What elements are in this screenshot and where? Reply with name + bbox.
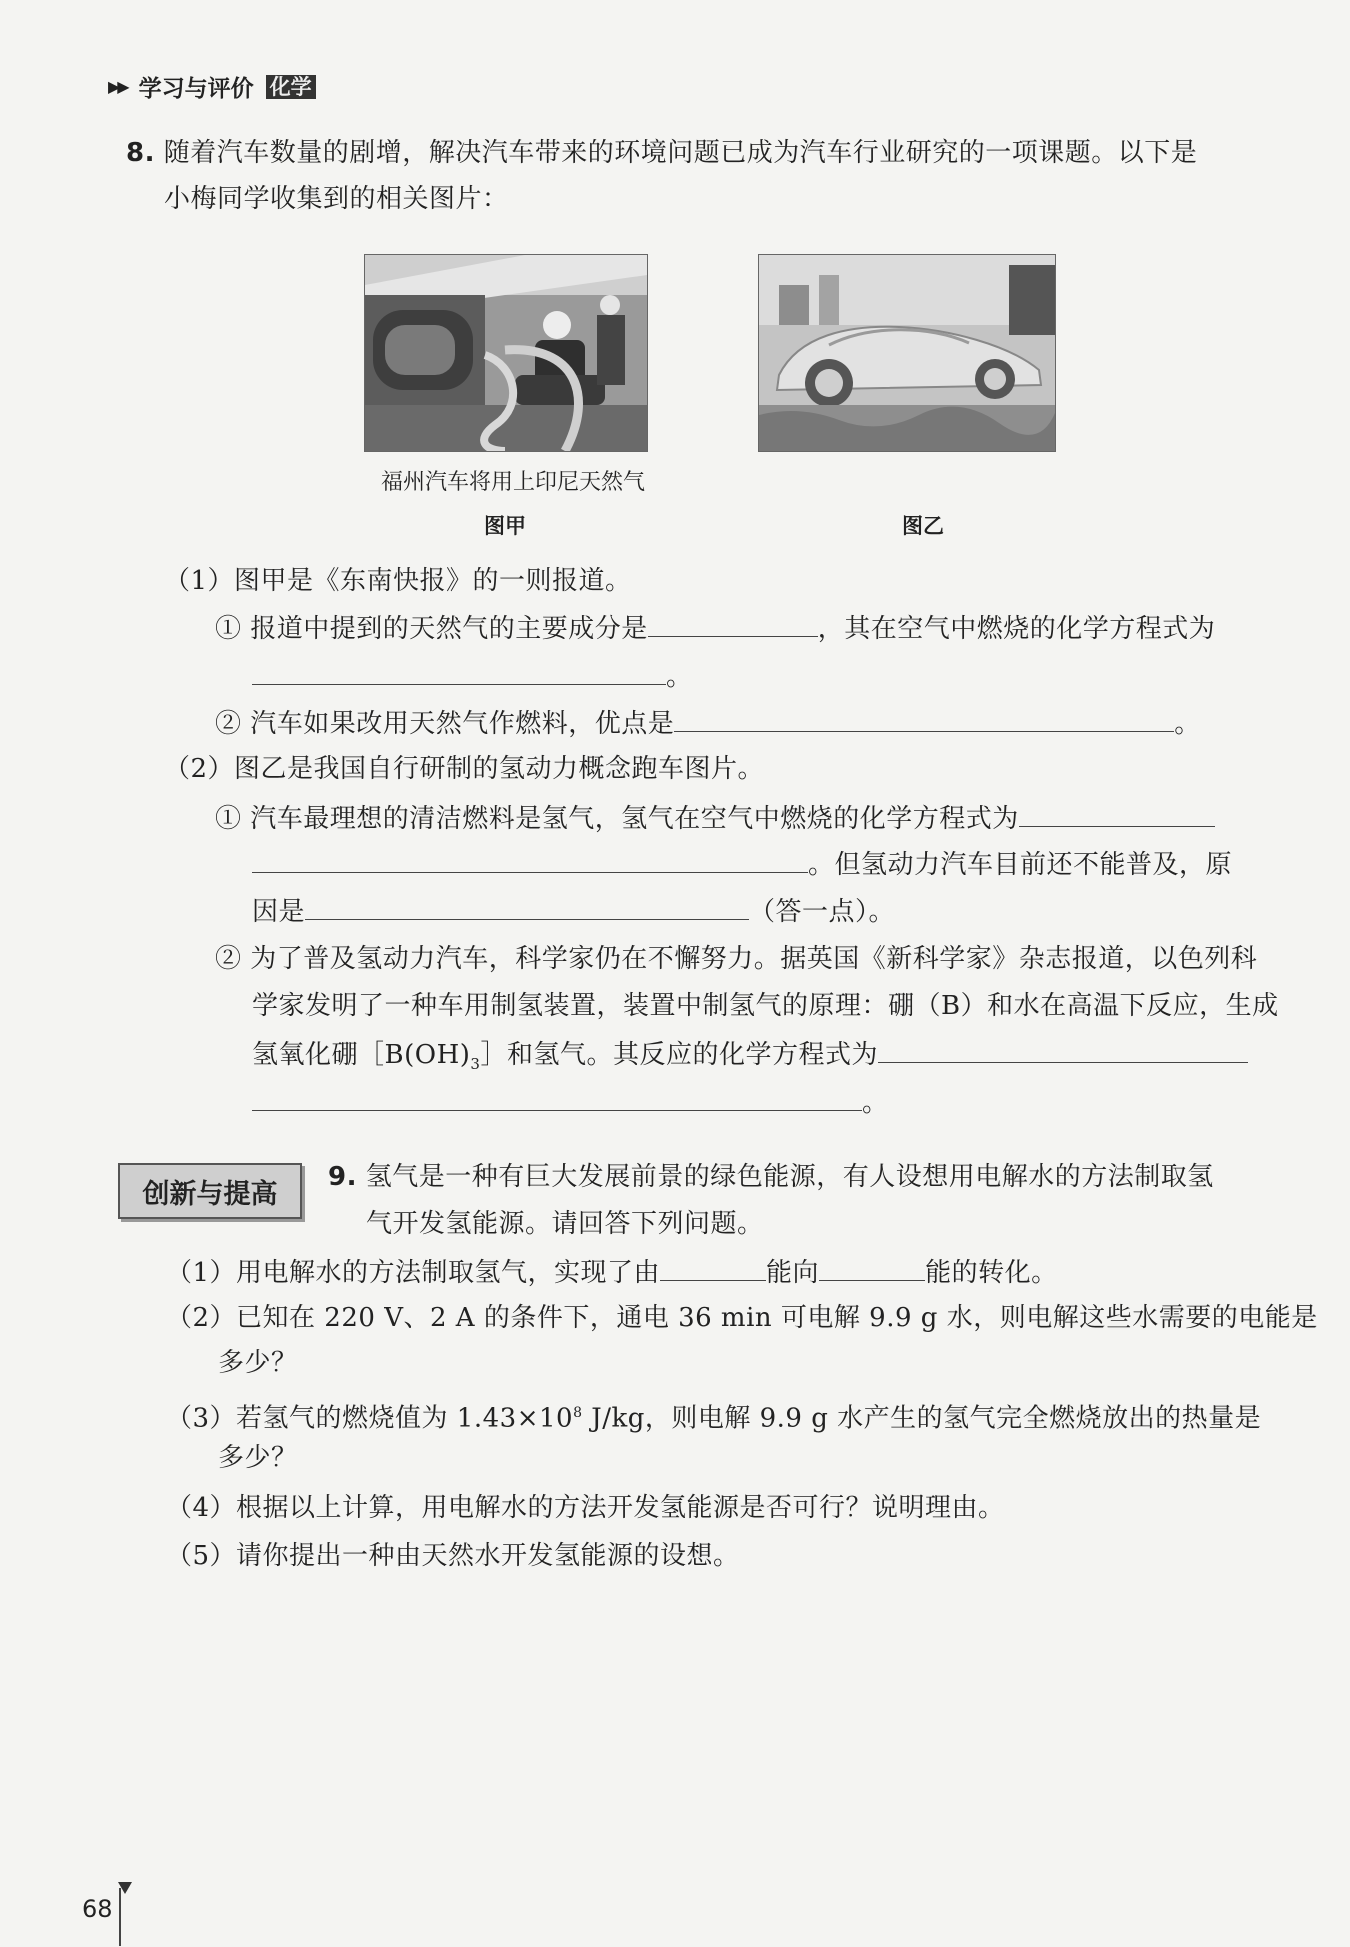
figure-a-caption: 福州汽车将用上印尼天然气 [381, 470, 646, 495]
q8-part2-sub1-cont2 [252, 893, 895, 929]
answer-blank[interactable] [819, 1254, 925, 1281]
q8-part2-sub2-line2: 学家发明了一种车用制氢装置，装置中制氢气的原理：硼（B）和水在高温下反应，生成 [252, 991, 1279, 1021]
q9-intro-line-2: 气开发氢能源。请回答下列问题。 [366, 1209, 764, 1239]
q8-p1-s1-text-b: ，其在空气中燃烧的化学方程式为 [817, 614, 1216, 644]
q8-p2-s2-text-c2: ］和氢气。其反应的化学方程式为 [480, 1040, 878, 1070]
double-arrow-icon: ▶▶ [108, 77, 127, 96]
q9-part2-line2: 多少？ [218, 1348, 298, 1378]
q9-p1-text-b: 能向 [766, 1258, 820, 1288]
figure-a-label: 图甲 [484, 514, 526, 538]
q8-intro-text-1: 随着汽车数量的剧增，解决汽车带来的环境问题已成为汽车行业研究的一项课题。以下是 [163, 138, 1198, 168]
answer-blank[interactable] [252, 1084, 862, 1111]
q8-part2-head: （2）图乙是我国自行研制的氢动力概念跑车图片。 [164, 754, 765, 784]
q9-p3-text-a2: J/kg，则电解 9.9 g 水产生的氢气完全燃烧放出的热量是 [582, 1403, 1262, 1434]
q8-p1-s1-text-a: ① 报道中提到的天然气的主要成分是 [215, 614, 648, 644]
page-header [108, 70, 316, 103]
q9-intro-text-1: 氢气是一种有巨大发展前景的绿色能源，有人设想用电解水的方法制取氢 [365, 1162, 1214, 1192]
period: 。 [1174, 709, 1201, 739]
answer-blank[interactable] [305, 893, 749, 920]
figure-b-illustration [759, 255, 1055, 451]
q8-part2-sub1 [215, 800, 1215, 836]
book-series-title: 学习与评价 [138, 76, 254, 102]
q8-p2-s1-text-a: ① 汽车最理想的清洁燃料是氢气，氢气在空气中燃烧的化学方程式为 [215, 804, 1019, 834]
q9-number: 9. [328, 1162, 357, 1192]
q8-p2-s1-text-c: 因是 [252, 897, 306, 927]
q9-intro-line-1 [328, 1160, 1214, 1194]
q8-p2-s1-text-d: （答一点）。 [749, 897, 896, 927]
section-tag: 创新与提高 [118, 1163, 302, 1219]
answer-blank[interactable] [878, 1036, 1248, 1063]
q9-part3-line1 [166, 1396, 1261, 1436]
q9-p1-text-c: 能的转化。 [925, 1258, 1058, 1288]
q8-part1-sub2 [215, 705, 1201, 741]
figure-a-photo [364, 254, 648, 452]
figure-b-label: 图乙 [902, 514, 944, 538]
answer-blank[interactable] [252, 658, 666, 685]
q8-part1-sub1-cont [252, 658, 693, 694]
q8-p1-s2-text: ② 汽车如果改用天然气作燃料，优点是 [215, 709, 675, 739]
q9-part1 [166, 1254, 1058, 1290]
period: 。 [862, 1088, 889, 1118]
q8-p2-s2-text-c1: 氢氧化硼［B(OH) [252, 1040, 471, 1070]
q8-part2-sub2-line3 [252, 1036, 1248, 1081]
figure-a-illustration [365, 255, 647, 451]
answer-blank[interactable] [1019, 800, 1215, 827]
q9-p1-text-a: （1）用电解水的方法制取氢气，实现了由 [166, 1258, 661, 1288]
q9-part2-line1: （2）已知在 220 V、2 A 的条件下，通电 36 min 可电解 9.9 g 水，则电解这些水需要的电能是 [166, 1303, 1318, 1333]
q8-number: 8. [126, 138, 155, 168]
answer-blank[interactable] [674, 705, 1174, 732]
q8-part2-sub1-cont [252, 846, 1232, 882]
q9-part4: （4）根据以上计算，用电解水的方法开发氢能源是否可行？说明理由。 [166, 1493, 1005, 1523]
q8-intro-line-2: 小梅同学收集到的相关图片： [164, 184, 509, 214]
q8-intro-line-1 [126, 136, 1197, 170]
figure-b-photo [758, 254, 1056, 452]
q8-p2-s1-text-b: 。但氢动力汽车目前还不能普及，原 [808, 850, 1233, 880]
q8-part1-head: （1）图甲是《东南快报》的一则报道。 [164, 566, 632, 596]
answer-blank[interactable] [660, 1254, 766, 1281]
page-number: 68 [82, 1895, 113, 1923]
q9-part5: （5）请你提出一种由天然水开发氢能源的设想。 [166, 1541, 740, 1571]
answer-blank[interactable] [252, 846, 808, 873]
page-marker-icon [116, 1880, 134, 1946]
q8-part2-sub2-line4 [252, 1084, 889, 1120]
q9-part3-line2: 多少？ [218, 1443, 298, 1473]
superscript: 8 [573, 1405, 583, 1421]
period: 。 [666, 662, 693, 692]
subscript: 3 [470, 1055, 481, 1074]
q8-part2-sub2: ② 为了普及氢动力汽车，科学家仍在不懈努力。据英国《新科学家》杂志报道，以色列科 [215, 944, 1258, 974]
answer-blank[interactable] [648, 610, 818, 637]
q8-part1-sub1 [215, 610, 1215, 646]
q9-p3-text-a1: （3）若氢气的燃烧值为 1.43×10 [166, 1403, 574, 1434]
subject-badge: 化学 [266, 75, 316, 99]
